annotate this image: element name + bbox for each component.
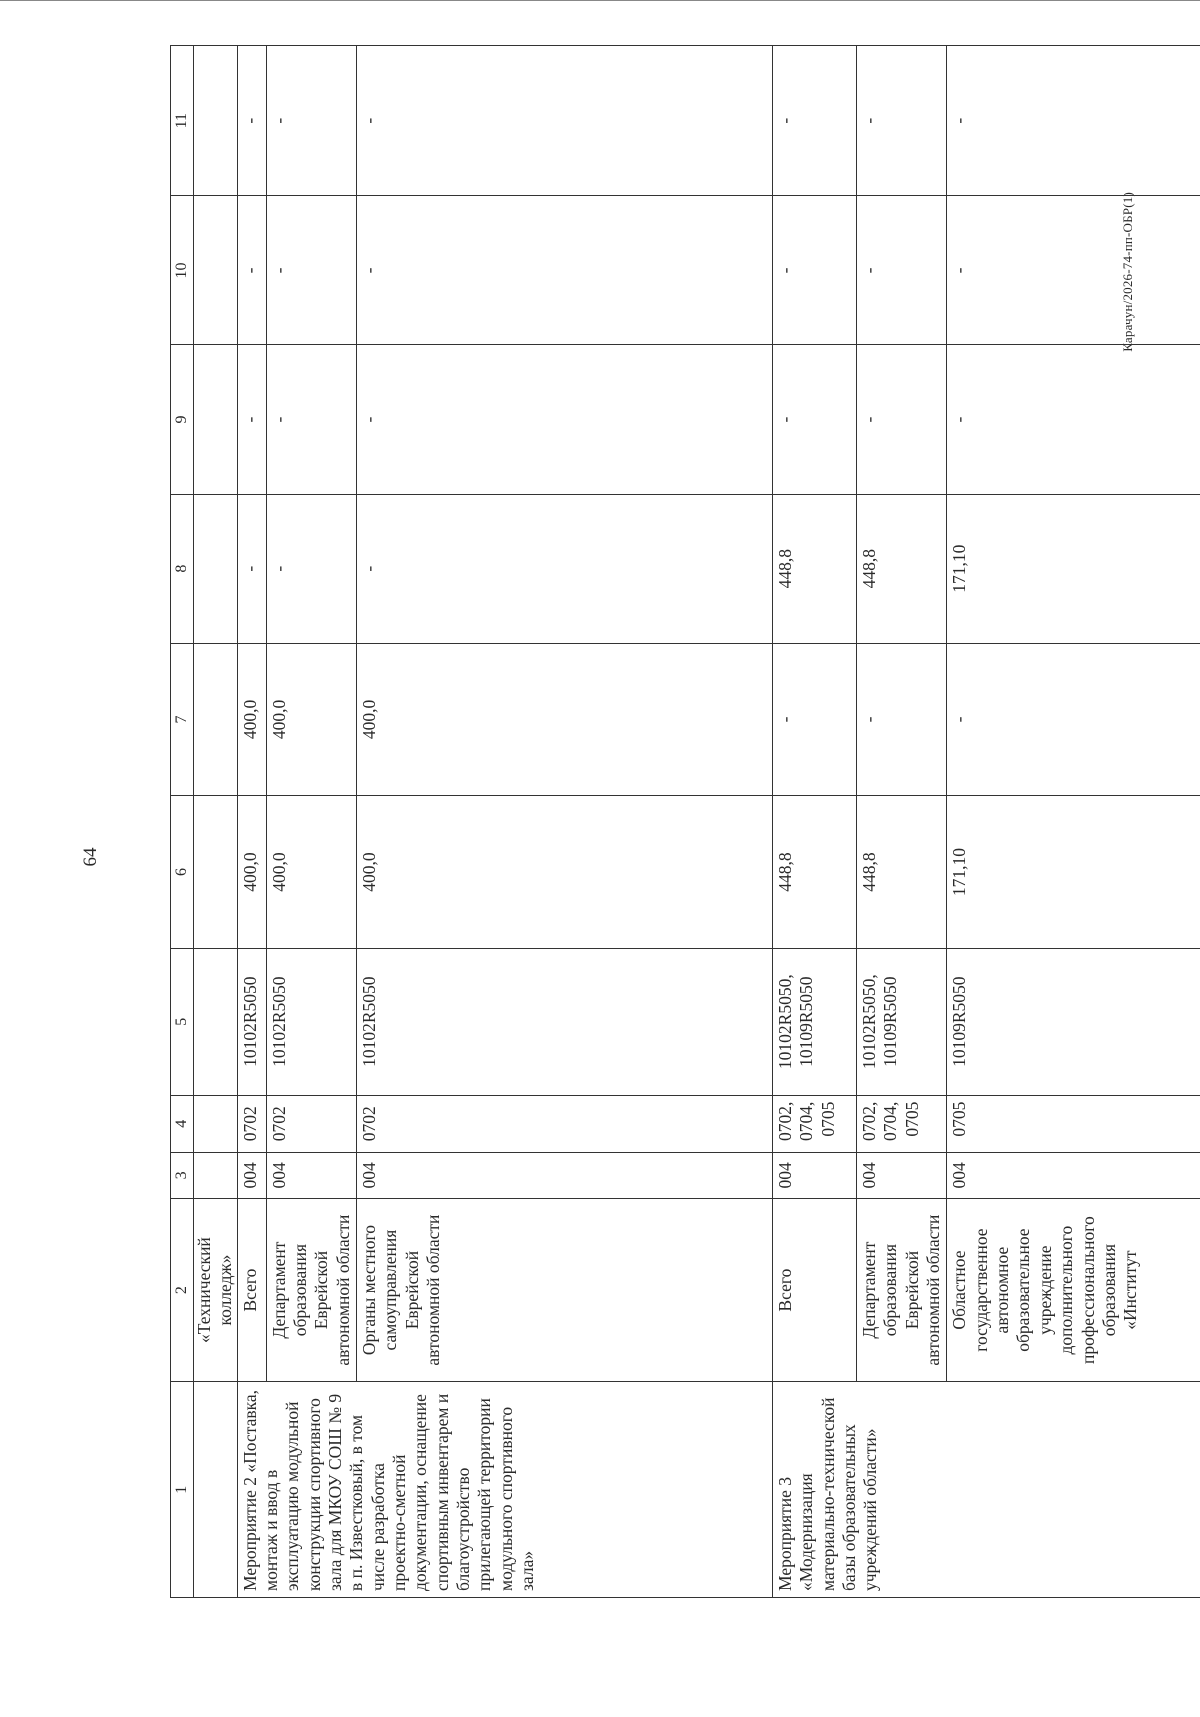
- cell-code-3: 004: [266, 1152, 356, 1198]
- cell-value-8: -: [266, 494, 356, 643]
- col-header-7: 7: [171, 643, 194, 796]
- col-header-5: 5: [171, 948, 194, 1095]
- carry-over-row: [194, 46, 238, 1598]
- table-row: [773, 46, 857, 1598]
- cell-value-11: -: [237, 46, 266, 196]
- cell-code-3: 004: [857, 1152, 947, 1198]
- col-header-6: 6: [171, 796, 194, 949]
- budget-table: [170, 45, 1200, 1598]
- table-row: [357, 46, 773, 1598]
- table-row: [266, 46, 356, 1598]
- cell-value-11: -: [266, 46, 356, 196]
- cell-value-7: 400,0: [357, 643, 773, 796]
- cell-value-10: -: [266, 196, 356, 345]
- table-row: [237, 46, 266, 1598]
- carry-over-text: «Технический колледж»: [194, 1198, 238, 1382]
- cell-value-11: -: [773, 46, 857, 196]
- cell-value-9: -: [237, 345, 266, 494]
- cell-code-4: 0702: [266, 1095, 356, 1152]
- cell-code-4: 0702, 0704, 0705: [857, 1095, 947, 1152]
- cell-code-3: 004: [237, 1152, 266, 1198]
- cell-value-9: -: [357, 345, 773, 494]
- header-row: [171, 46, 194, 1598]
- col-header-1: 1: [171, 1382, 194, 1598]
- cell-recipient: Органы местного самоуправления Еврейской автономной области: [357, 1198, 773, 1382]
- measure-2-description: Мероприятие 2 «Поставка, монтаж и ввод в эксплуатацию модульной конструкции спортивного зала для МКОУ СОШ № 9 в п. Известковый, в том числе разработка проектно-сметной документации, оснащение спортивным инвентарем и благоустройство прилегающей территории модульного спортивного зала»: [237, 1382, 772, 1598]
- cell-value-10: -: [947, 196, 1200, 345]
- cell-value-6: 400,0: [237, 796, 266, 949]
- cell-code-4: 0705: [947, 1095, 1200, 1152]
- cell-code-4: 0702: [237, 1095, 266, 1152]
- cell-code-4: 0702, 0704, 0705: [773, 1095, 857, 1152]
- cell-value-11: -: [947, 46, 1200, 196]
- cell-code-4: 0702: [357, 1095, 773, 1152]
- page-number: 64: [80, 847, 101, 867]
- cell-value-6: 448,8: [773, 796, 857, 949]
- cell-recipient: Департамент образования Еврейской автономной области: [857, 1198, 947, 1382]
- cell-code-5: 10102R5050, 10109R5050: [773, 948, 857, 1095]
- cell-value-10: -: [857, 196, 947, 345]
- col-header-9: 9: [171, 345, 194, 494]
- cell-code-5: 10102R5050: [357, 948, 773, 1095]
- cell-value-10: -: [237, 196, 266, 345]
- cell-recipient: Областное государственное автономное образовательное учреждение дополнительного профессионального образования «Институт: [947, 1198, 1200, 1382]
- col-header-4: 4: [171, 1095, 194, 1152]
- top-edge-line: [0, 0, 1200, 1]
- cell-value-7: 400,0: [237, 643, 266, 796]
- cell-recipient: Всего: [237, 1198, 266, 1382]
- cell-code-5: 10109R5050: [947, 948, 1200, 1095]
- table-row: [857, 46, 947, 1598]
- col-header-8: 8: [171, 494, 194, 643]
- cell-value-9: -: [773, 345, 857, 494]
- cell-value-11: -: [357, 46, 773, 196]
- cell-code-3: 004: [773, 1152, 857, 1198]
- cell-value-8: -: [357, 494, 773, 643]
- cell-value-7: -: [773, 643, 857, 796]
- cell-value-9: -: [947, 345, 1200, 494]
- col-header-3: 3: [171, 1152, 194, 1198]
- measure-3-description: Мероприятие 3 «Модернизация материально-технической базы образовательных учреждений области»: [773, 1382, 1200, 1598]
- cell-code-5: 10102R5050, 10109R5050: [857, 948, 947, 1095]
- cell-code-3: 004: [947, 1152, 1200, 1198]
- table-row: [947, 46, 1200, 1598]
- cell-code-3: 004: [357, 1152, 773, 1198]
- cell-value-9: -: [266, 345, 356, 494]
- document-code: Карачун/2026-74-пп-ОБР(1): [1120, 192, 1135, 352]
- cell-value-10: -: [357, 196, 773, 345]
- col-header-2: 2: [171, 1198, 194, 1382]
- cell-value-6: 171,10: [947, 796, 1200, 949]
- cell-value-7: -: [947, 643, 1200, 796]
- cell-value-10: -: [773, 196, 857, 345]
- cell-code-5: 10102R5050: [237, 948, 266, 1095]
- cell-value-8: -: [237, 494, 266, 643]
- cell-value-6: 400,0: [266, 796, 356, 949]
- cell-value-11: -: [857, 46, 947, 196]
- rotated-table-container: [170, 45, 1200, 1598]
- cell-recipient: Всего: [773, 1198, 857, 1382]
- cell-value-7: -: [857, 643, 947, 796]
- cell-value-7: 400,0: [266, 643, 356, 796]
- col-header-11: 11: [171, 46, 194, 196]
- cell-value-8: 448,8: [773, 494, 857, 643]
- cell-value-8: 448,8: [857, 494, 947, 643]
- col-header-10: 10: [171, 196, 194, 345]
- cell-recipient: Департамент образования Еврейской автономной области: [266, 1198, 356, 1382]
- cell-value-8: 171,10: [947, 494, 1200, 643]
- cell-value-6: 448,8: [857, 796, 947, 949]
- cell-value-6: 400,0: [357, 796, 773, 949]
- cell-value-9: -: [857, 345, 947, 494]
- cell-code-5: 10102R5050: [266, 948, 356, 1095]
